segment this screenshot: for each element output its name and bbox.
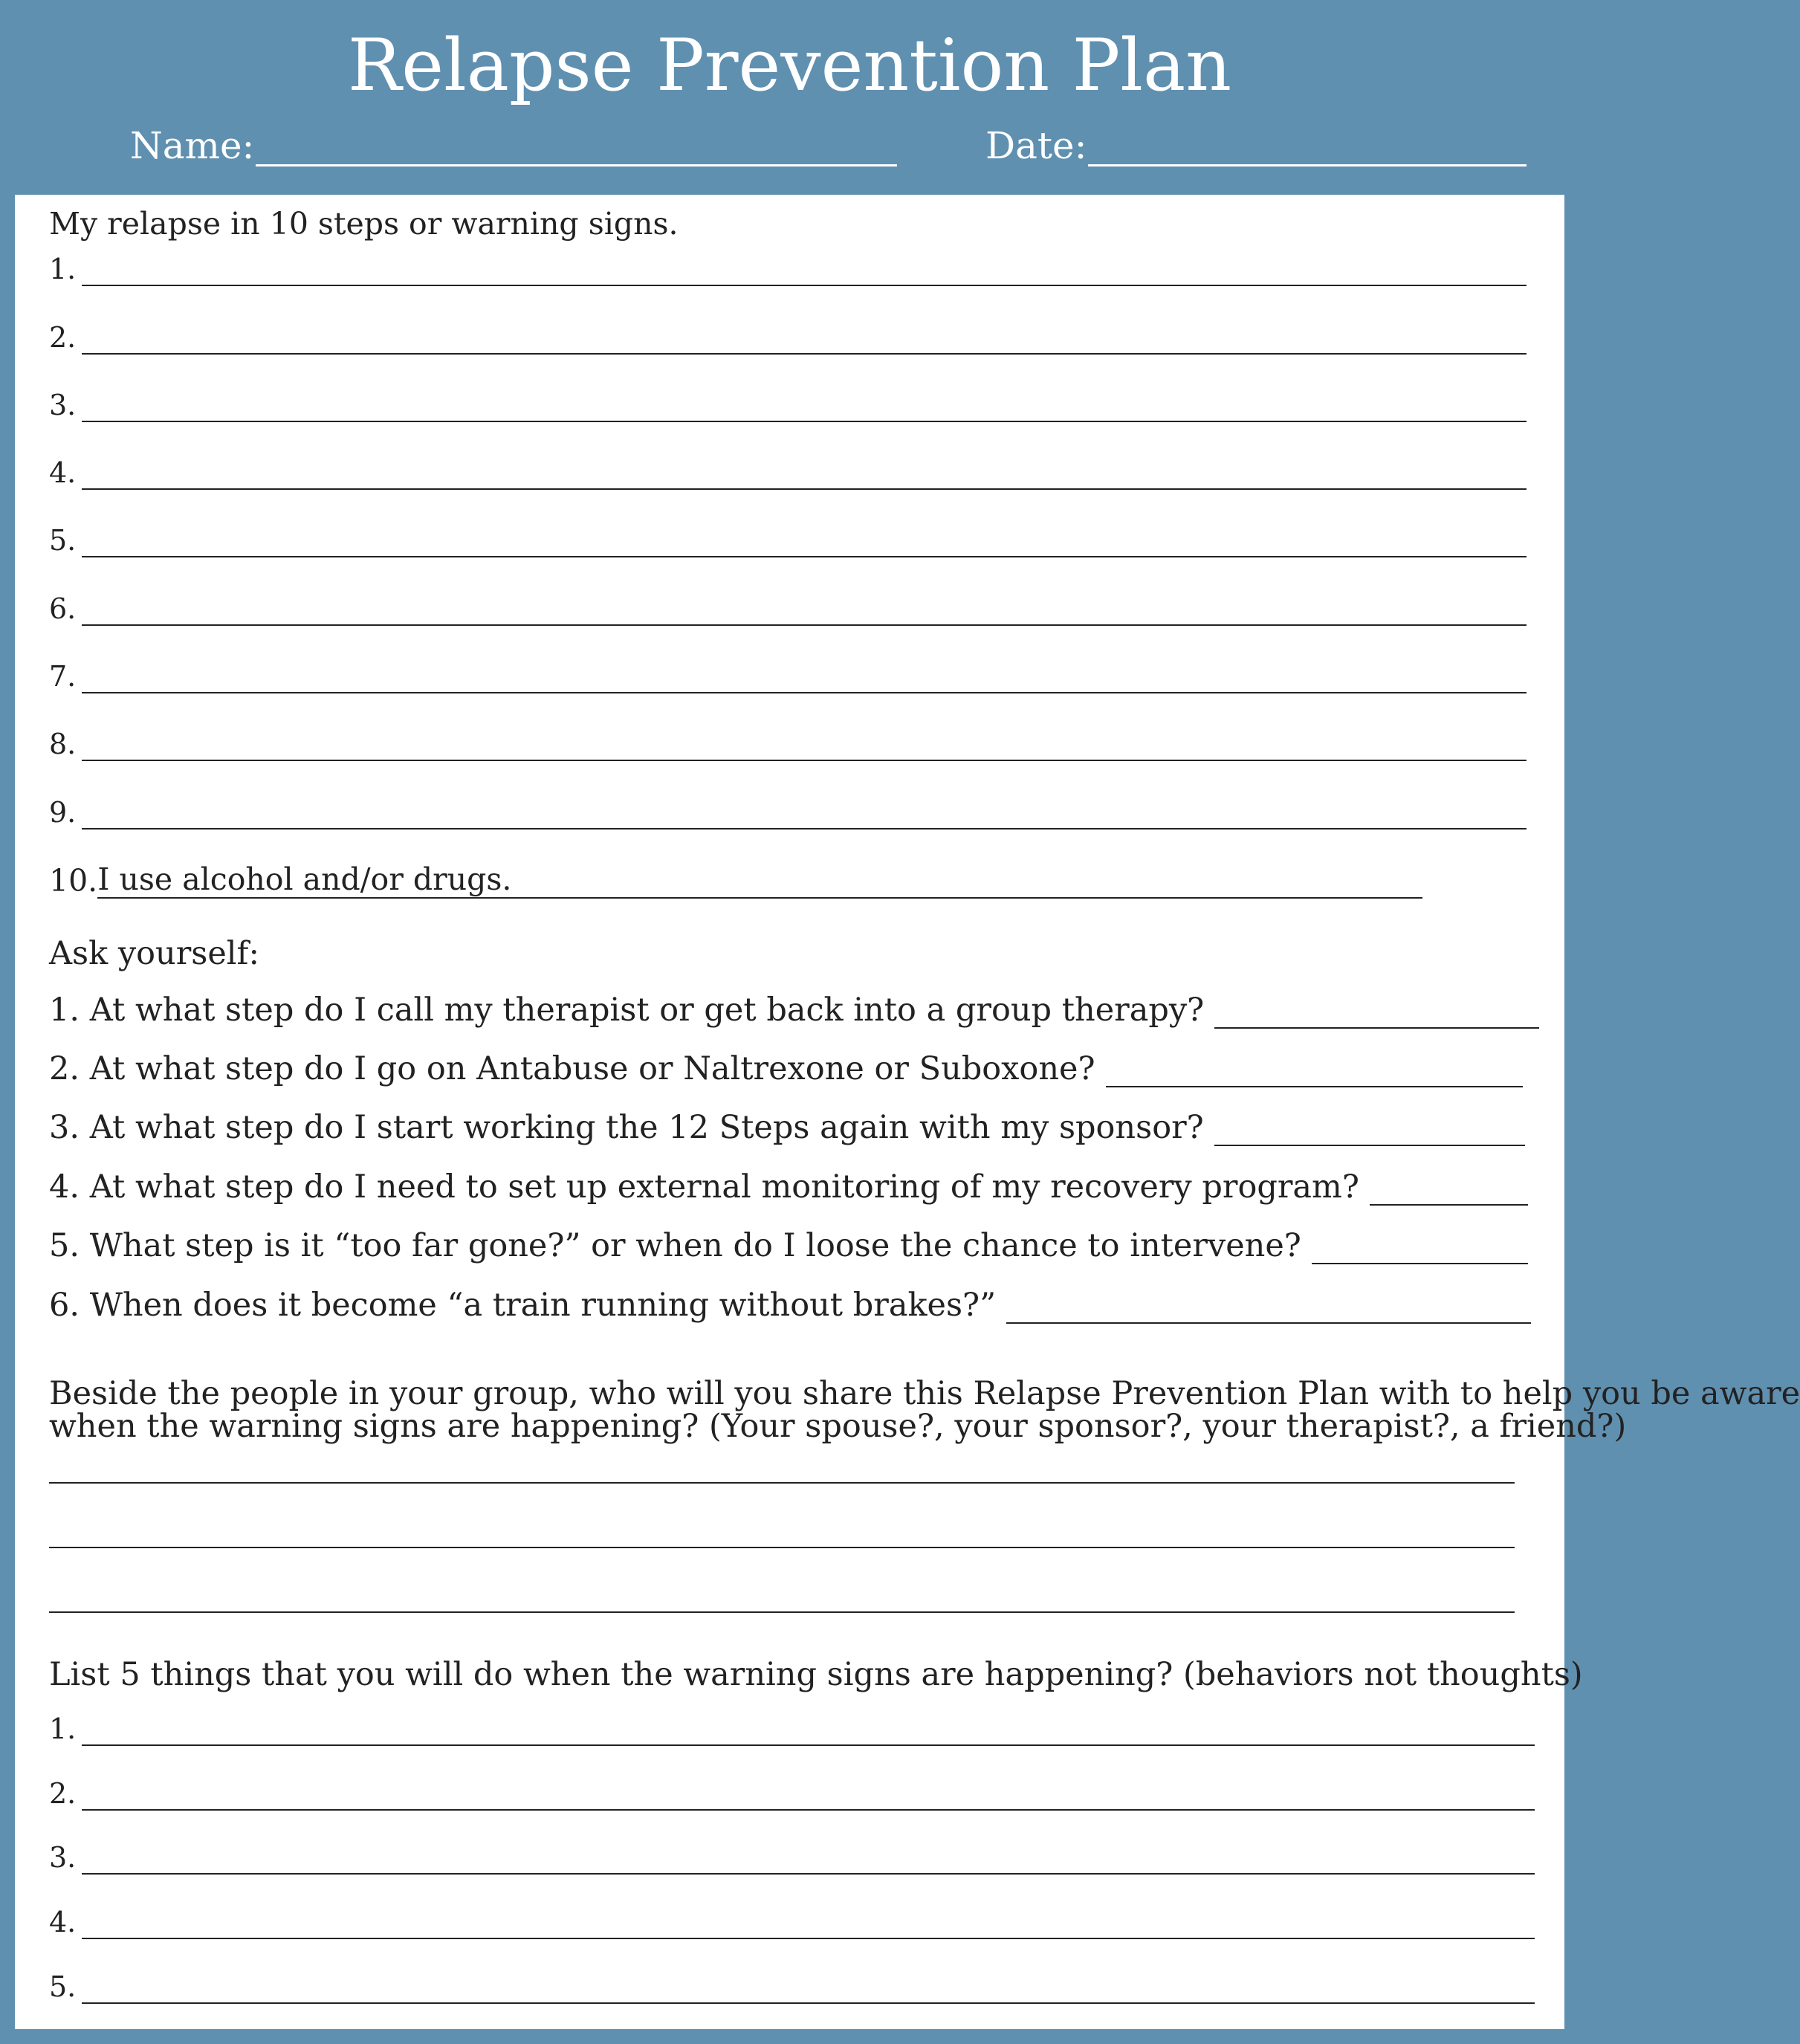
action-row-1 bbox=[49, 1709, 1535, 1746]
action-input-line[interactable] bbox=[82, 1712, 1535, 1746]
question-text: 1. At what step do I call my therapist or get back into a group therapy? bbox=[49, 992, 1205, 1029]
page-title: Relapse Prevention Plan bbox=[347, 24, 1232, 107]
question-answer-line[interactable] bbox=[1312, 1227, 1528, 1264]
action-number: 4. bbox=[49, 1906, 77, 1938]
action-number: 5. bbox=[49, 1970, 77, 2003]
warning-sign-number: 6. bbox=[49, 592, 77, 625]
question-row-4 bbox=[49, 1164, 1528, 1206]
warning-sign-input-line[interactable] bbox=[82, 592, 1527, 626]
share-answer-line[interactable] bbox=[49, 1547, 1515, 1548]
share-prompt-line-2: when the warning signs are happening? (Your spouse?, your sponsor?, your therapist?, a friend?) bbox=[49, 1408, 1627, 1445]
question-row-2 bbox=[49, 1046, 1523, 1087]
warning-sign-row-3 bbox=[49, 385, 1527, 422]
warning-sign-row-5 bbox=[49, 520, 1527, 557]
warning-sign-input-line[interactable] bbox=[82, 727, 1527, 761]
warning-sign-row-1 bbox=[49, 249, 1527, 286]
share-prompt-line-1: Beside the people in your group, who will you share this Relapse Prevention Plan with to help you be aware bbox=[49, 1375, 1800, 1412]
warning-sign-number: 1. bbox=[49, 253, 77, 285]
warning-sign-number: 7. bbox=[49, 660, 77, 693]
warning-sign-number: 3. bbox=[49, 389, 77, 421]
warning-sign-input-line[interactable] bbox=[82, 523, 1527, 557]
warning-sign-row-6 bbox=[49, 589, 1527, 626]
warning-sign-input-line[interactable] bbox=[82, 456, 1527, 490]
name-label: Name: bbox=[130, 124, 255, 167]
warning-sign-number: 10. bbox=[49, 863, 98, 899]
question-text: 2. At what step do I go on Antabuse or Naltrexone or Suboxone? bbox=[49, 1050, 1095, 1087]
share-answer-line[interactable] bbox=[49, 1482, 1515, 1484]
warning-sign-input-line[interactable] bbox=[82, 659, 1527, 693]
date-field bbox=[985, 119, 1527, 166]
warning-sign-row-10 bbox=[49, 861, 1422, 899]
ask-yourself-heading: Ask yourself: bbox=[49, 935, 259, 972]
warning-sign-input-line[interactable] bbox=[82, 252, 1527, 286]
warning-sign-row-7 bbox=[49, 656, 1527, 693]
warning-sign-input-line[interactable] bbox=[82, 795, 1527, 829]
question-row-6 bbox=[49, 1282, 1531, 1324]
warning-sign-10-text: I use alcohol and/or drugs. bbox=[97, 861, 512, 897]
question-answer-line[interactable] bbox=[1106, 1050, 1523, 1087]
question-answer-line[interactable] bbox=[1214, 992, 1539, 1029]
warning-sign-row-4 bbox=[49, 453, 1527, 490]
question-text: 5. What step is it “too far gone?” or when do I loose the chance to intervene? bbox=[49, 1227, 1301, 1264]
action-input-line[interactable] bbox=[82, 1776, 1535, 1811]
question-text: 3. At what step do I start working the 12 Steps again with my sponsor? bbox=[49, 1109, 1204, 1146]
question-answer-line[interactable] bbox=[1214, 1109, 1525, 1146]
action-number: 2. bbox=[49, 1777, 77, 1810]
warning-sign-input-line[interactable] bbox=[82, 320, 1527, 355]
action-input-line[interactable] bbox=[82, 1970, 1535, 2004]
question-row-3 bbox=[49, 1105, 1525, 1146]
question-text: 6. When does it become “a train running without brakes?” bbox=[49, 1287, 997, 1324]
action-number: 1. bbox=[49, 1713, 77, 1745]
action-row-4 bbox=[49, 1902, 1535, 1939]
question-row-1 bbox=[49, 987, 1539, 1029]
action-number: 3. bbox=[49, 1841, 77, 1874]
name-field bbox=[130, 119, 897, 166]
warning-sign-number: 2. bbox=[49, 321, 77, 354]
name-input-line[interactable] bbox=[256, 125, 897, 166]
warning-sign-number: 4. bbox=[49, 456, 77, 489]
warning-sign-input-line[interactable] bbox=[511, 863, 1422, 899]
action-row-5 bbox=[49, 1967, 1535, 2004]
question-row-5 bbox=[49, 1223, 1528, 1264]
worksheet bbox=[15, 195, 1800, 2029]
action-input-line[interactable] bbox=[82, 1905, 1535, 1939]
warning-sign-number: 5. bbox=[49, 524, 77, 557]
action-row-3 bbox=[49, 1837, 1535, 1875]
question-answer-line[interactable] bbox=[1370, 1168, 1528, 1206]
header-banner bbox=[0, 0, 1579, 195]
warning-sign-row-9 bbox=[49, 792, 1527, 829]
warning-signs-heading: My relapse in 10 steps or warning signs. bbox=[49, 206, 679, 242]
question-answer-line[interactable] bbox=[1006, 1287, 1531, 1324]
action-input-line[interactable] bbox=[82, 1840, 1535, 1875]
warning-sign-row-2 bbox=[49, 317, 1527, 355]
actions-heading: List 5 things that you will do when the warning signs are happening? (behaviors not thoughts) bbox=[49, 1656, 1583, 1693]
warning-sign-input-line[interactable] bbox=[82, 388, 1527, 422]
date-input-line[interactable] bbox=[1088, 125, 1527, 166]
question-text: 4. At what step do I need to set up external monitoring of my recovery program? bbox=[49, 1168, 1359, 1206]
warning-sign-number: 8. bbox=[49, 728, 77, 760]
warning-sign-row-8 bbox=[49, 724, 1527, 761]
warning-sign-number: 9. bbox=[49, 796, 77, 829]
date-label: Date: bbox=[985, 124, 1087, 167]
action-row-2 bbox=[49, 1773, 1535, 1811]
share-answer-line[interactable] bbox=[49, 1611, 1515, 1613]
